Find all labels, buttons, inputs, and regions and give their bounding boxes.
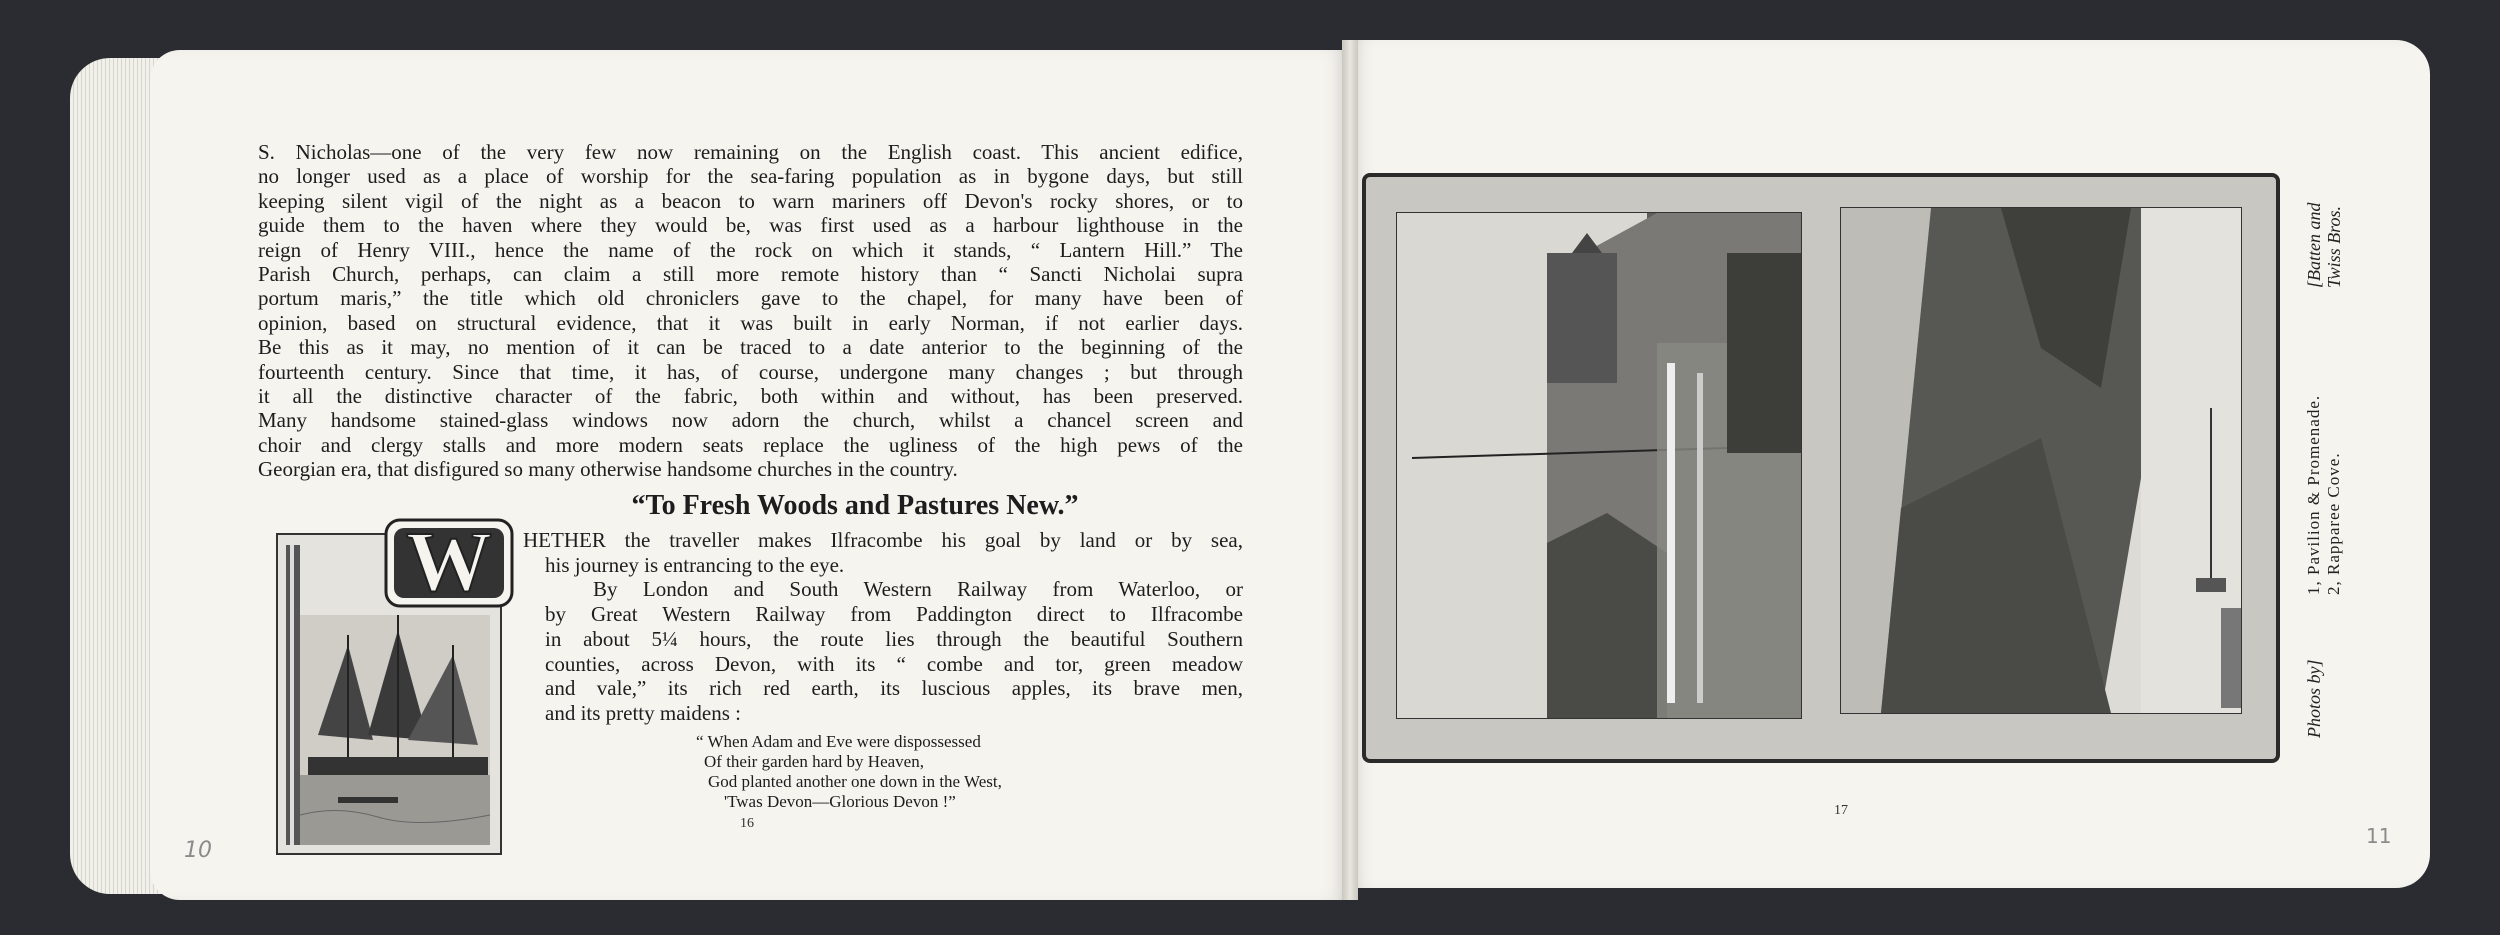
dropcap-w bbox=[380, 512, 518, 614]
pencil-mark-right: 11 bbox=[2366, 824, 2392, 848]
intro-line: By London and South Western Railway from Waterloo, or bbox=[593, 577, 1243, 602]
paragraph-line: choir and clergy stalls and more modern seats replace the ugliness of the high pews of the bbox=[258, 432, 1243, 457]
rapparee-cove-photo bbox=[1840, 207, 2242, 714]
paragraph-line: it all the distinctive character of the fabric, both within and without, has been preserved. bbox=[258, 384, 1243, 409]
paragraph-line: keeping silent vigil of the night as a beacon to warn mariners off Devon's rocky shores, or to bbox=[258, 188, 1243, 213]
intro-line: counties, across Devon, with its “ combe and tor, green meadow bbox=[545, 651, 1243, 676]
photos-by-label: Photos by] bbox=[2304, 659, 2324, 738]
paragraph-line: no longer used as a place of worship for the sea-faring population as in bygone days, but still bbox=[258, 164, 1243, 189]
paragraph-line: Many handsome stained-glass windows now adorn the church, whilst a chancel screen and bbox=[258, 408, 1243, 433]
paragraph-line: Parish Church, perhaps, can claim a still more remote history than “ Sancti Nicholai supra bbox=[258, 262, 1243, 287]
page-number-left: 16 bbox=[740, 816, 754, 831]
credit-line: [Batten and bbox=[2304, 202, 2324, 288]
photo-plate bbox=[1362, 173, 2280, 763]
paragraph-line: guide them to the haven where they would be, was first used as a harbour lighthouse in the bbox=[258, 213, 1243, 238]
book-gutter bbox=[1342, 40, 1358, 900]
paragraph-line: opinion, based on structural evidence, that it was built in early Norman, if not earlier days. bbox=[258, 310, 1243, 335]
credit-line: Twiss Bros. bbox=[2324, 205, 2344, 288]
photo-captions bbox=[2282, 170, 2362, 770]
paragraph-line: Georgian era, that disfigured so many otherwise handsome churches in the country. bbox=[258, 457, 958, 482]
pencil-mark-left: 10 bbox=[184, 838, 212, 863]
intro-line: his journey is entrancing to the eye. bbox=[545, 552, 845, 577]
pavilion-promenade-photo bbox=[1396, 212, 1802, 719]
verse-line: God planted another one down in the West, bbox=[708, 772, 1002, 791]
paragraph-line: portum maris,” the title which old chroniclers gave to the chapel, for many have been of bbox=[258, 286, 1243, 311]
intro-line: by Great Western Railway from Paddington direct to Ilfracombe bbox=[545, 602, 1243, 627]
page-number-right: 17 bbox=[1834, 803, 1848, 818]
verse-line: 'Twas Devon—Glorious Devon !” bbox=[724, 792, 956, 811]
paragraph-line: Be this as it may, no mention of it can be traced to a date anterior to the beginning of the bbox=[258, 335, 1243, 360]
paragraph-line: reign of Henry VIII., hence the name of the rock on which it stands, “ Lantern Hill.” The bbox=[258, 237, 1243, 262]
verse-line: “ When Adam and Eve were dispossessed bbox=[696, 732, 981, 751]
verse-quote bbox=[696, 732, 1116, 812]
intro-line: in about 5¼ hours, the route lies through the beautiful Southern bbox=[545, 626, 1243, 651]
caption-pavilion: 1, Pavilion & Promenade. bbox=[2304, 394, 2323, 595]
body-paragraph bbox=[258, 140, 1243, 482]
intro-line: and vale,” its rich red earth, its luscious apples, its brave men, bbox=[545, 676, 1243, 701]
dropcap-letter: W bbox=[406, 513, 492, 609]
intro-paragraph bbox=[523, 528, 1243, 726]
verse-line: Of their garden hard by Heaven, bbox=[704, 752, 924, 771]
paragraph-line: S. Nicholas—one of the very few now remaining on the English coast. This ancient edifice, bbox=[258, 140, 1243, 164]
intro-line: and its pretty maidens : bbox=[545, 700, 741, 725]
caption-rapparee: 2, Rapparee Cove. bbox=[2324, 452, 2343, 595]
intro-line: HETHER the traveller makes Ilfracombe his goal by land or by sea, bbox=[523, 528, 1243, 552]
paragraph-line: fourteenth century. Since that time, it has, of course, undergone many changes ; but through bbox=[258, 359, 1243, 384]
section-heading: “To Fresh Woods and Pastures New.” bbox=[631, 490, 1079, 521]
